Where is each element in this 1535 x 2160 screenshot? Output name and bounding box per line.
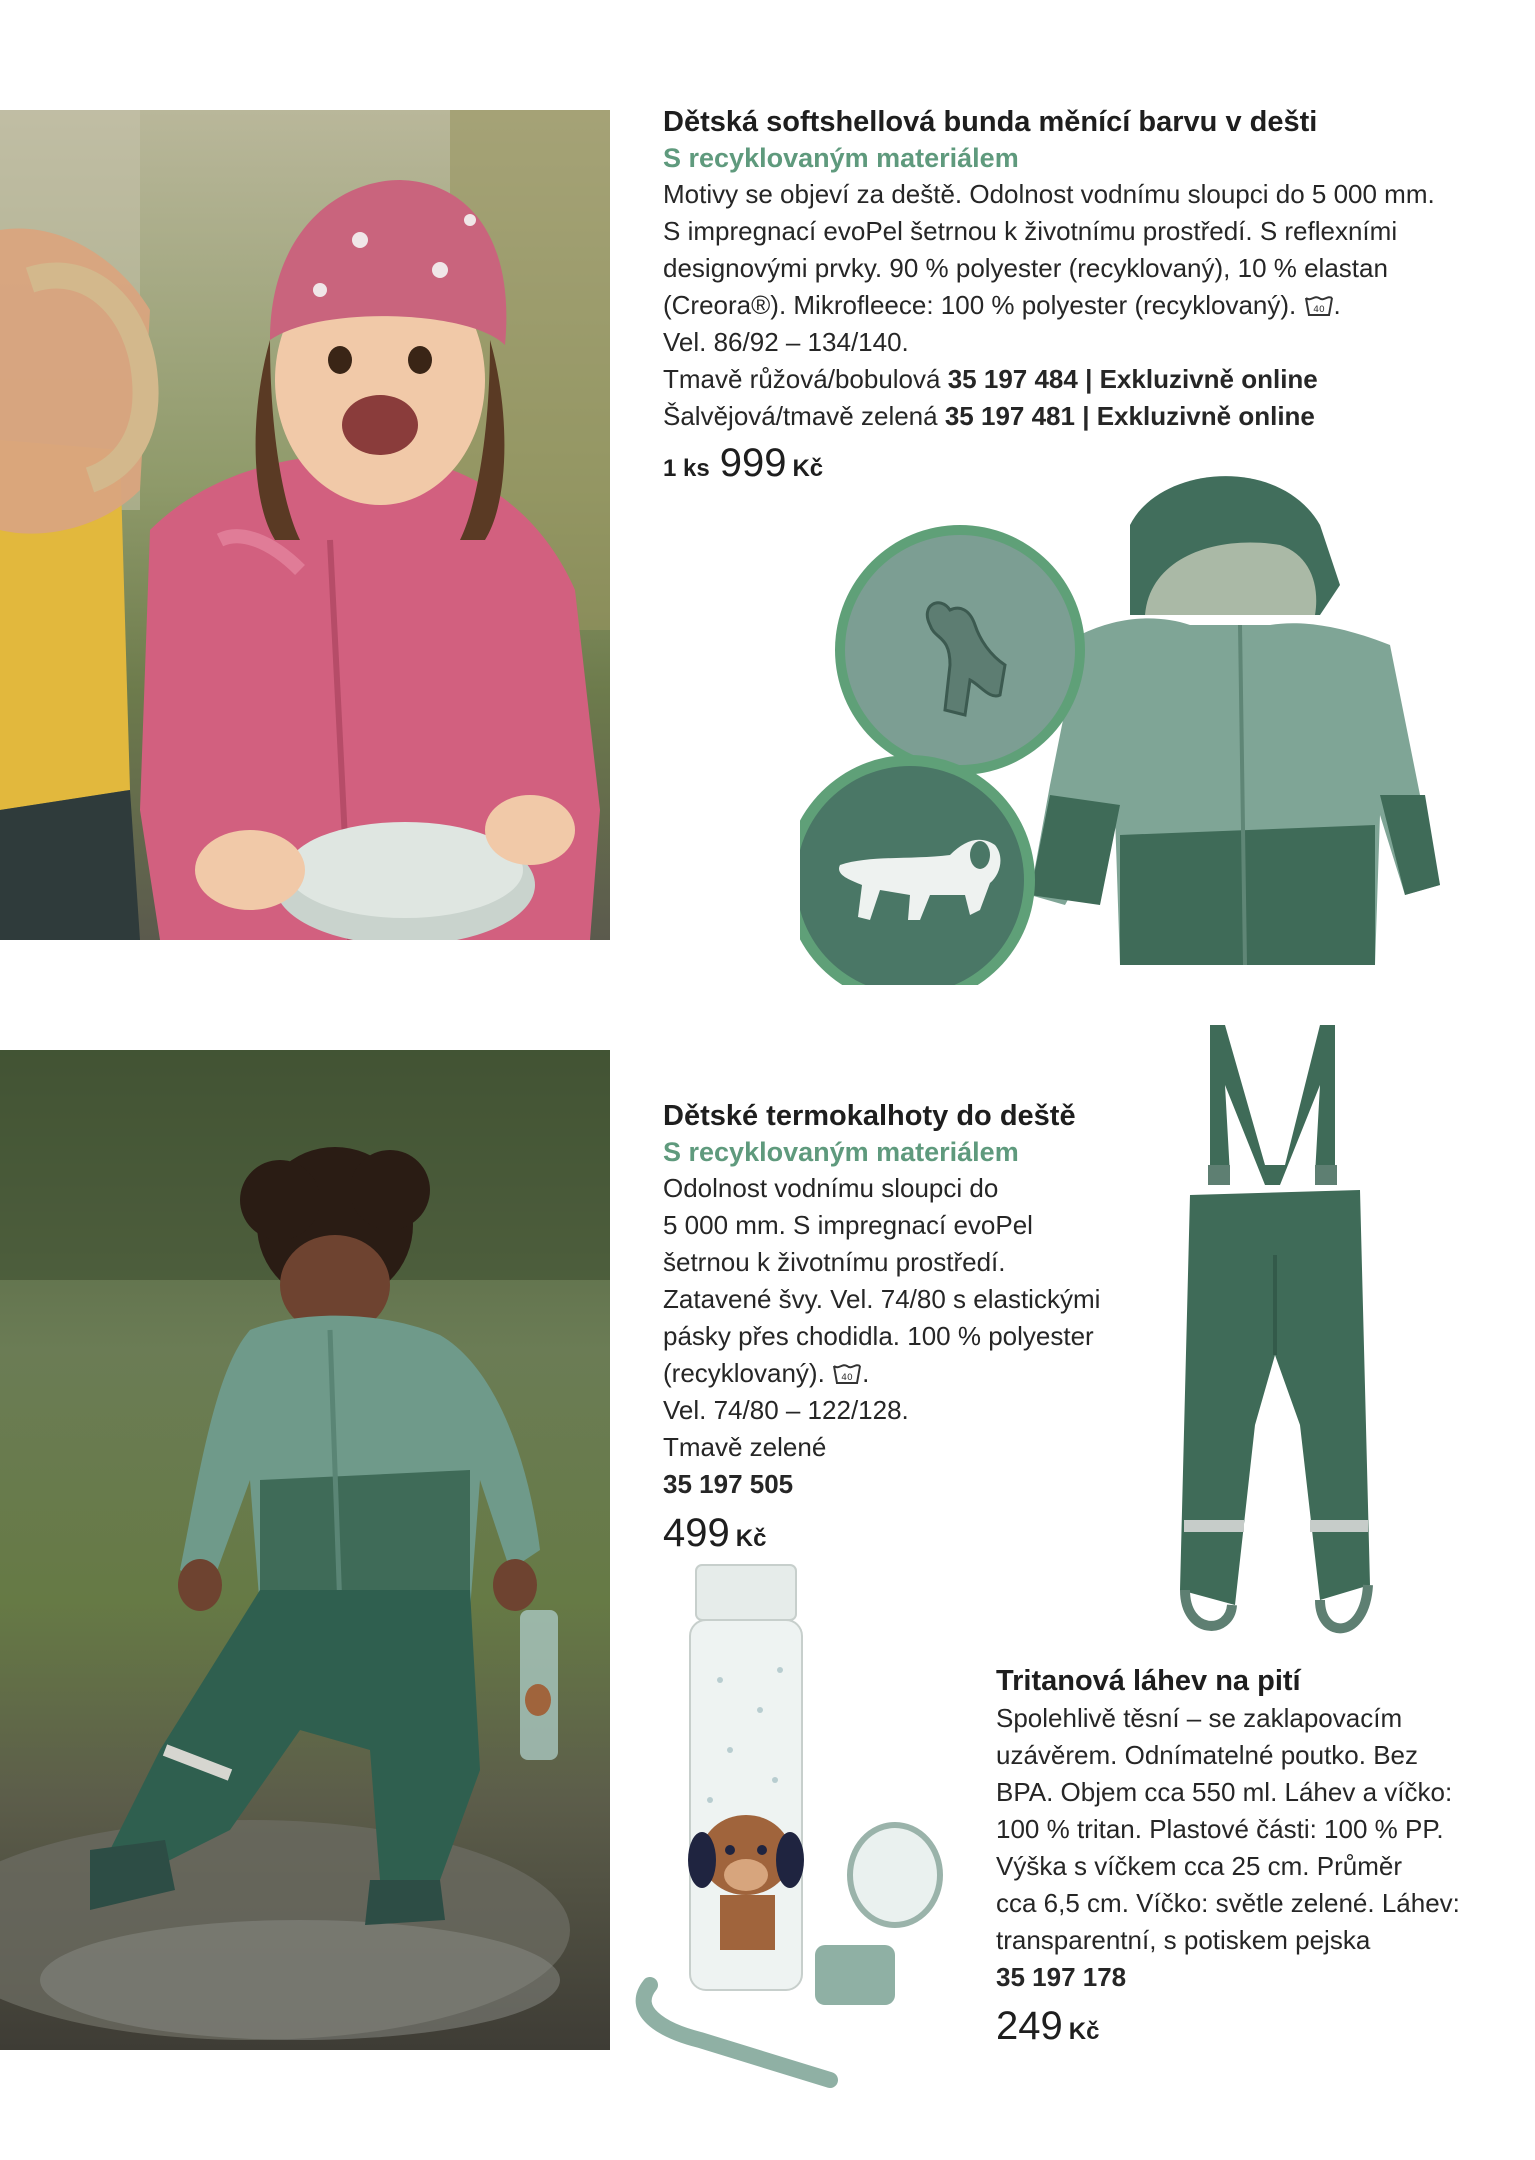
product2-desc-line: šetrnou k životnímu prostředí. bbox=[663, 1247, 1006, 1277]
product1-qty: 1 ks bbox=[663, 455, 710, 482]
product3-desc-line: transparentní, s potiskem pejska bbox=[996, 1925, 1371, 1955]
product1-price: 1 ks 999 Kč bbox=[663, 441, 824, 485]
wash-40-icon bbox=[832, 1363, 862, 1385]
product2-desc-line: Tmavě zelené bbox=[663, 1432, 827, 1462]
product1-info bbox=[663, 106, 1503, 486]
product2-description bbox=[663, 1170, 1183, 1503]
product3-desc-line: uzávěrem. Odnímatelné poutko. Bez bbox=[996, 1740, 1419, 1770]
product3-price: 249 Kč bbox=[996, 2004, 1100, 2048]
product3-desc-line: 100 % tritan. Plastové části: 100 % PP. bbox=[996, 1814, 1444, 1844]
product2-price: 499 Kč bbox=[663, 1511, 767, 1555]
product1-variant: Šalvějová/tmavě zelená 35 197 481 | Exkluzivně online bbox=[663, 401, 1315, 431]
product2-desc-line: Odolnost vodnímu sloupci do bbox=[663, 1173, 999, 1203]
product3-bottle-illustration bbox=[630, 1560, 980, 2100]
product1-jacket-illustration bbox=[800, 465, 1460, 985]
product1-desc-line: designovými prvky. 90 % polyester (recyklovaný), 10 % elastan bbox=[663, 253, 1388, 283]
product2-desc-line: Zatavené švy. Vel. 74/80 s elastickými bbox=[663, 1284, 1101, 1314]
svg-text:40: 40 bbox=[1312, 305, 1325, 315]
product3-bottle-image bbox=[630, 1560, 980, 2100]
product3-title: Tritanová láhev na pití bbox=[996, 1665, 1301, 1697]
product3-code: 35 197 178 bbox=[996, 1962, 1127, 1992]
product3-description bbox=[996, 1700, 1516, 1996]
product2-info bbox=[663, 1100, 1183, 1556]
photo-boy-rain-suit-illustration bbox=[0, 1050, 610, 2050]
product2-desc-line: Vel. 74/80 – 122/128. bbox=[663, 1395, 909, 1425]
product1-title: Dětská softshellová bunda měnící barvu v dešti bbox=[663, 106, 1318, 138]
product1-desc-line: Vel. 86/92 – 134/140. bbox=[663, 327, 909, 357]
product1-variant: Tmavě růžová/bobulová 35 197 484 | Exkluzivně online bbox=[663, 364, 1318, 394]
svg-text:40: 40 bbox=[841, 1373, 853, 1383]
photo-boy-rain-suit bbox=[0, 1050, 610, 2050]
product2-code: 35 197 505 bbox=[663, 1469, 794, 1499]
product3-desc-line: Spolehlivě těsní – se zaklapovacím bbox=[996, 1703, 1403, 1733]
product1-desc-line: S impregnací evoPel šetrnou k životnímu prostředí. S reflexními bbox=[663, 216, 1398, 246]
product2-title: Dětské termokalhoty do deště bbox=[663, 1100, 1076, 1132]
product3-desc-line: Výška s víčkem cca 25 cm. Průměr bbox=[996, 1851, 1402, 1881]
product1-jacket-image bbox=[800, 465, 1460, 985]
product1-desc-line-care: (Creora®). Mikrofleece: 100 % polyester (recyklovaný). 40 . bbox=[663, 290, 1341, 320]
photo-girl-pink-jacket bbox=[0, 110, 610, 940]
wash-40-icon bbox=[1304, 295, 1334, 317]
product2-desc-line: 5 000 mm. S impregnací evoPel bbox=[663, 1210, 1033, 1240]
product1-description bbox=[663, 176, 1503, 435]
product3-desc-line: cca 6,5 cm. Víčko: světle zelené. Láhev: bbox=[996, 1888, 1460, 1918]
product2-desc-line-care: (recyklovaný). 40 . bbox=[663, 1358, 870, 1388]
product1-desc-line: Motivy se objeví za deště. Odolnost vodnímu sloupci do 5 000 mm. bbox=[663, 179, 1435, 209]
product1-subtitle: S recyklovaným materiálem bbox=[663, 143, 1019, 173]
product2-pants-image bbox=[1170, 1025, 1380, 1645]
product3-info bbox=[996, 1665, 1516, 2049]
product2-pants-illustration bbox=[1170, 1025, 1380, 1645]
photo-girl-pink-jacket-illustration bbox=[0, 110, 610, 940]
product2-desc-line: pásky přes chodidla. 100 % polyester bbox=[663, 1321, 1094, 1351]
product2-subtitle: S recyklovaným materiálem bbox=[663, 1137, 1019, 1167]
product3-desc-line: BPA. Objem cca 550 ml. Láhev a víčko: bbox=[996, 1777, 1453, 1807]
